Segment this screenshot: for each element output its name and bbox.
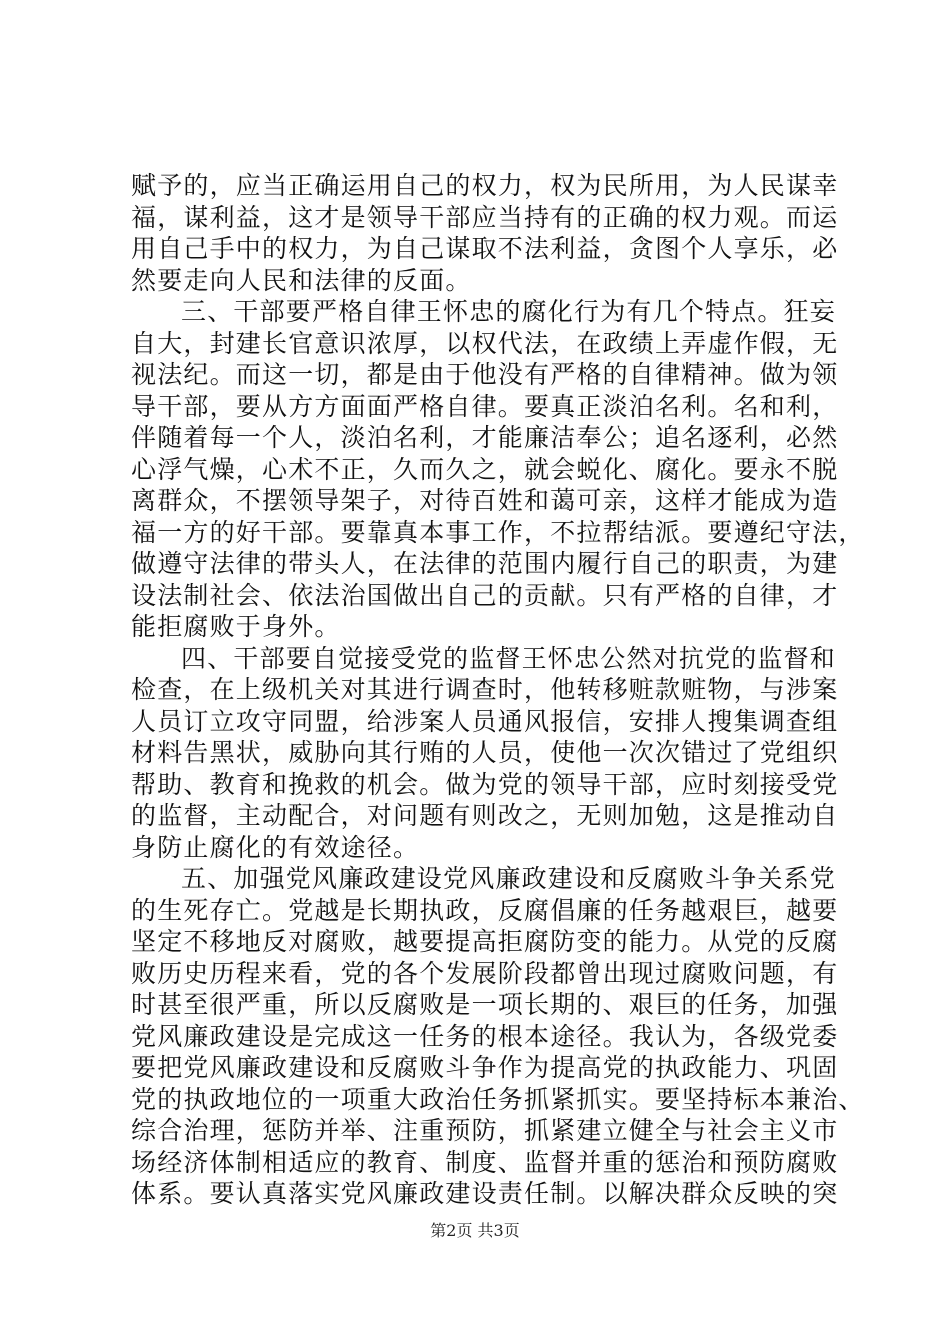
text-line: 党的执政地位的一项重大政治任务抓紧抓实。要坚持标本兼治、 bbox=[131, 1084, 865, 1114]
text-line: 综合治理，惩防并举、注重预防，抓紧建立健全与社会主义市 bbox=[131, 1116, 839, 1145]
text-line: 自大，封建长官意识浓厚，以权代法，在政绩上弄虚作假，无 bbox=[131, 328, 839, 358]
text-line: 能拒腐败于身外。 bbox=[131, 612, 341, 641]
text-line: 帮助、教育和挽救的机会。做为党的领导干部，应时刻接受党 bbox=[131, 769, 839, 799]
text-line: 身防止腐化的有效途径。 bbox=[131, 832, 420, 862]
text-line: 离群众，不摆领导架子，对待百姓和蔼可亲，这样才能成为造 bbox=[131, 486, 839, 515]
page-footer: 第2页 共3页 bbox=[430, 1221, 520, 1240]
text-line: 福，谋利益，这才是领导干部应当持有的正确的权力观。而运 bbox=[131, 202, 839, 232]
text-line: 心浮气燥，心术不正，久而久之，就会蜕化、腐化。要永不脱 bbox=[131, 454, 839, 484]
text-line: 四、干部要自觉接受党的监督王怀忠公然对抗党的监督和 bbox=[181, 643, 837, 673]
text-line: 败历史历程来看，党的各个发展阶段都曾出现过腐败问题，有 bbox=[131, 958, 839, 988]
text-line: 三、干部要严格自律王怀忠的腐化行为有几个特点。狂妄 bbox=[181, 297, 837, 326]
document-body bbox=[131, 170, 865, 1210]
text-line: 材料告黑状，威胁向其行贿的人员，使他一次次错过了党组织 bbox=[131, 738, 839, 767]
text-line: 检查，在上级机关对其进行调查时，他转移赃款赃物，与涉案 bbox=[131, 675, 839, 704]
text-line: 用自己手中的权力，为自己谋取不法利益，贪图个人享乐，必 bbox=[131, 234, 839, 263]
text-line: 的监督，主动配合，对问题有则改之，无则加勉，这是推动自 bbox=[131, 801, 839, 830]
text-line: 视法纪。而这一切，都是由于他没有严格的自律精神。做为领 bbox=[131, 360, 839, 389]
text-line: 然要走向人民和法律的反面。 bbox=[131, 265, 472, 295]
text-line: 坚定不移地反对腐败，越要提高拒腐防变的能力。从党的反腐 bbox=[131, 927, 839, 956]
text-line: 人员订立攻守同盟，给涉案人员通风报信，安排人搜集调查组 bbox=[131, 706, 839, 736]
text-line: 赋予的，应当正确运用自己的权力，权为民所用，为人民谋幸 bbox=[131, 171, 839, 200]
text-line: 福一方的好干部。要靠真本事工作，不拉帮结派。要遵纪守法， bbox=[131, 517, 865, 547]
text-line: 时甚至很严重，所以反腐败是一项长期的、艰巨的任务，加强 bbox=[131, 990, 839, 1019]
text-line: 五、加强党风廉政建设党风廉政建设和反腐败斗争关系党 bbox=[181, 864, 837, 893]
text-line: 场经济体制相适应的教育、制度、监督并重的惩治和预防腐败 bbox=[131, 1147, 839, 1177]
text-line: 伴随着每一个人，淡泊名利，才能廉洁奉公；追名逐利，必然 bbox=[131, 423, 839, 452]
text-line: 体系。要认真落实党风廉政建设责任制。以解决群众反映的突 bbox=[131, 1179, 839, 1208]
text-line: 导干部，要从方方面面严格自律。要真正淡泊名利。名和利， bbox=[131, 391, 839, 421]
text-line: 的生死存亡。党越是长期执政，反腐倡廉的任务越艰巨，越要 bbox=[131, 895, 839, 925]
text-line: 做遵守法律的带头人，在法律的范围内履行自己的职责，为建 bbox=[131, 549, 839, 578]
text-line: 党风廉政建设是完成这一任务的根本途径。我认为，各级党委 bbox=[131, 1021, 839, 1051]
text-line: 要把党风廉政建设和反腐败斗争作为提高党的执政能力、巩固 bbox=[131, 1053, 839, 1082]
text-line: 设法制社会、依法治国做出自己的贡献。只有严格的自律，才 bbox=[131, 580, 839, 610]
